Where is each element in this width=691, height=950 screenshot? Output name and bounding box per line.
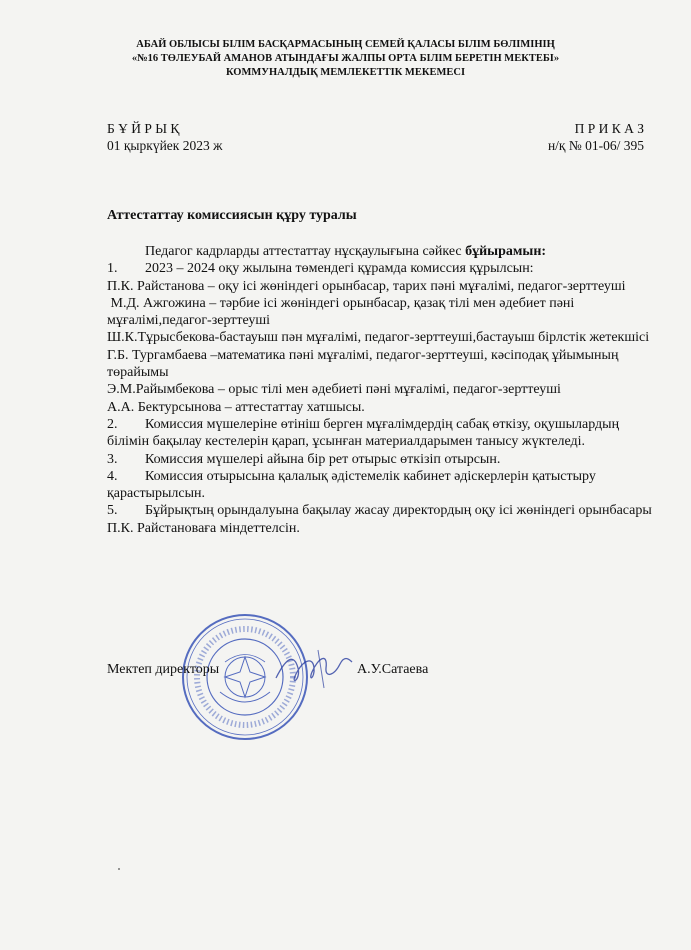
handwritten-signature-icon	[268, 638, 358, 698]
item-text: Комиссия мүшелеріне өтініш берген мұғалімдердің сабақ өткізу, оқушылардың білімін бақылау кестелерін қарап, ұсынған материалдарымен танысу жүктеледі.	[107, 416, 620, 450]
member-line: П.К. Райстанова – оқу ісі жөніндегі орынбасар, тарих пәні мұғалімі, педагог-зерттеуші	[107, 278, 626, 294]
paper-speck	[118, 868, 120, 870]
order-ru-label: П Р И К А З	[574, 121, 644, 136]
item-number: 5.	[107, 503, 118, 519]
intro-bold: бұйырамын:	[465, 244, 547, 259]
intro-text: Педагог кадрларды аттестаттау нұсқаулығына сәйкес	[145, 244, 466, 259]
order-ru-block	[548, 120, 644, 154]
item-5	[107, 502, 652, 537]
item-text: 2023 – 2024 оқу жылына төмендегі құрамда комиссия құрылсын:	[145, 261, 534, 277]
item-4	[107, 468, 652, 503]
header-line-2: «№16 ТӨЛЕУБАЙ АМАНОВ АТЫНДАҒЫ ЖАЛПЫ ОРТА БІЛІМ БЕРЕТІН МЕКТЕБІ»	[131, 53, 560, 64]
item-1	[107, 260, 652, 277]
signature-role: Мектеп директоры	[107, 662, 220, 677]
member-line: Э.М.Райымбекова – орыс тілі мен әдебиеті пәні мұғалімі, педагог-зерттеуші	[107, 382, 561, 398]
signature-name: А.У.Сатаева	[357, 662, 429, 677]
header-line-3: КОММУНАЛДЫҚ МЕМЛЕКЕТТІК МЕКЕМЕСІ	[225, 67, 466, 78]
document-title: Аттестаттау комиссиясын құру туралы	[107, 208, 357, 223]
header-line-1: АБАЙ ОБЛЫСЫ БІЛІМ БАСҚАРМАСЫНЫҢ СЕМЕЙ ҚАЛАСЫ БІЛІМ БӨЛІМІНІҢ	[136, 39, 555, 50]
item-number: 2.	[107, 416, 118, 432]
item-3	[107, 451, 652, 468]
order-number: н/қ № 01-06/ 395	[547, 138, 644, 153]
order-kz-label: Б Ұ Й Р Ы Қ	[107, 121, 180, 136]
intro-paragraph	[107, 243, 652, 260]
order-kz-block	[107, 120, 222, 154]
item-2	[107, 416, 652, 451]
member-line: М.Д. Ажгожина – тәрбие ісі жөніндегі орынбасар, қазақ тілі мен әдебиет пәні мұғалімі,педагог-зерттеуші	[107, 295, 578, 329]
item-text: Бұйрықтың орындалуына бақылау жасау директордың оқу ісі жөніндегі орынбасары П.К. Райстановаға міндеттелсін.	[107, 503, 652, 536]
item-text: Комиссия отырысына қалалық әдістемелік кабинет әдіскерлерін қатыстыру қарастырылсын.	[107, 468, 596, 502]
item-number: 1.	[107, 261, 118, 277]
item-number: 3.	[107, 451, 118, 467]
member-line: Ш.К.Тұрысбекова-бастауыш пән мұғалімі, педагог-зерттеуші,бастауыш бірлстік жетекшісі	[107, 330, 650, 346]
member-line: Г.Б. Тургамбаева –математика пәні мұғалімі, педагог-зерттеуші, кәсіподақ ұйымының төрайымы	[107, 347, 619, 381]
item-number: 4.	[107, 468, 118, 484]
document-header	[0, 38, 691, 80]
member-line: А.А. Бектурсынова – аттестаттау хатшысы.	[107, 399, 365, 415]
item-text: Комиссия мүшелері айына бір рет отырыс өткізіп отырсын.	[145, 451, 501, 467]
order-date: 01 қыркүйек 2023 ж	[107, 138, 223, 153]
document-body	[107, 243, 652, 537]
